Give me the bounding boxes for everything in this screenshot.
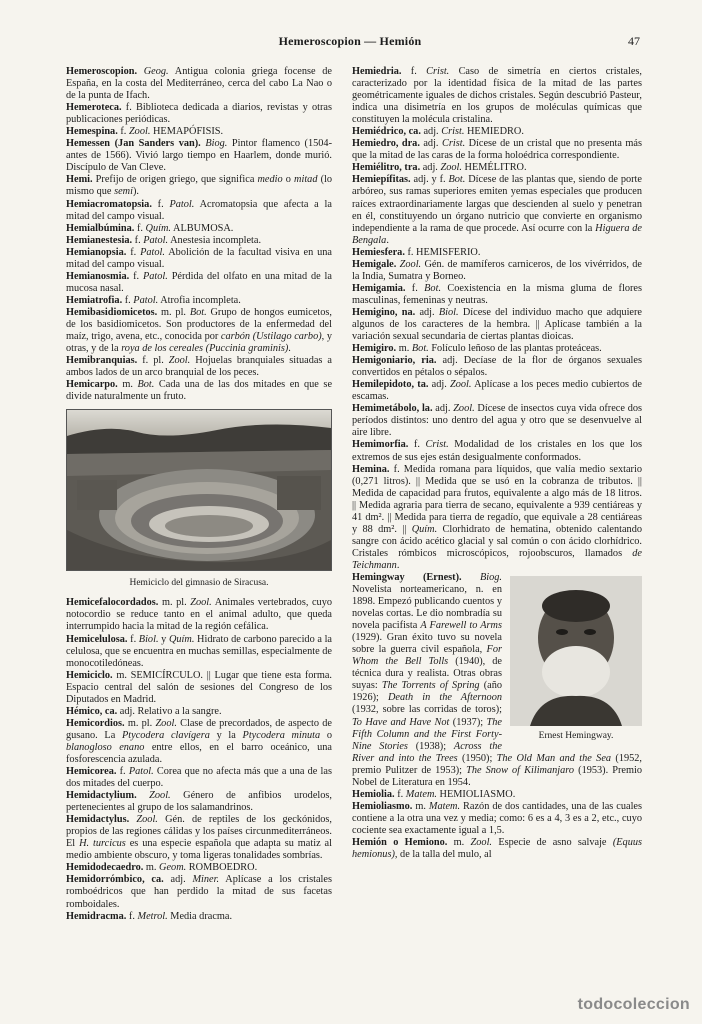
dictionary-entry: Hemioliasmo. m. Matem. Razón de dos cantidades, una de las cuales contiene a la otra una vez y media; como: 6 es a 4, 3 es a 2, etc., cuyo cociente sea exactamente igual a 1,5.: [352, 800, 643, 836]
dictionary-entry: Hemibranquias. f. pl. Zool. Hojuelas branquiales situadas a ambos lados de un arco branquial de los peces.: [66, 355, 332, 379]
dictionary-entry: Hemión o Hemiono. m. Zool. Especie de asno salvaje (Equus hemionus), de la talla del mulo, al: [352, 837, 642, 861]
page-number: 47: [628, 34, 640, 48]
watermark: todocoleccion: [577, 996, 690, 1013]
dictionary-entry: Hémico, ca. adj. Relativo a la sangre.: [66, 705, 222, 717]
running-title: Hemeroscopion — Hemión: [278, 34, 422, 48]
dictionary-entry: Hemianopsia. f. Patol. Abolición de la facultad visiva en una mitad del campo visual.: [66, 246, 332, 270]
dictionary-entry: Hemiatrofia. f. Patol. Atrofia incompleta.: [66, 294, 241, 306]
dictionary-entry: Hemigale. Zool. Gén. de mamíferos carniceros, de los vivérridos, de la India, Sumatra y Borneo.: [352, 258, 642, 282]
left-column: [66, 66, 332, 923]
photo-hemingway: [510, 576, 642, 726]
figure-hemingway: [510, 576, 642, 742]
dictionary-entry: Hemessen (Jan Sanders van). Biog. Pintor flamenco (1504-antes de 1566). Vivió largo tiempo en Haarlem, donde murió. Discípulo de Van Cleve.: [66, 138, 333, 174]
dictionary-entry: Hemiepífitas. adj. y f. Bot. Dícese de las plantas que, siendo de porte arbóreo, sus ramas superiores emiten yemas especiales que producen raíces extraordinariamente largas que descienden al suelo y penetran en él, constituyendo un órgano nutricio que convierte en organismo independiente a la rama de que procede. Así ocurre con la Higuera de Bengala.: [352, 174, 642, 246]
dictionary-entry: Hemiédrico, ca. adj. Crist. HEMIEDRO.: [352, 126, 524, 138]
entry-hemingway: Hemingway (Ernest). Biog. Novelista norteamericano, n. en 1898. Empezó publicando cuentos y novelas cortas. Le dio nombradía su novela pacifista A Farewell to Arms (1929). Gran éxito tuvo su novela sobre la guerra civil española, For Whom the Bell Tolls (1940), de técnica dura y realista. Otras obras suyas: The Torrents of Spring (año 1926); Death in the Afternoon (1932, sobre las corridas de toros); To Have and Have Not (1937); The Fifth Column and the First Forty-Nine Stories (1938); Across the River and into the Trees (1950); The Old Man and the Sea (1952, premio Pulitzer de 1953); The Snow of Kilimanjaro (1953). Premio Nobel de Literatura en 1954.: [352, 571, 643, 788]
hemicycle-illustration: [67, 410, 331, 570]
dictionary-entry: Hemespina. f. Zool. HEMAPÓFISIS.: [66, 126, 224, 138]
dictionary-entry: Hemidodecaedro. m. Geom. ROMBOEDRO.: [66, 862, 258, 874]
dictionary-entry: Hemi. Prefijo de origen griego, que significa medio o mitad (lo mismo que semi).: [66, 174, 333, 198]
dictionary-entry: Hemiedro, dra. adj. Crist. Dícese de un cristal que no presenta más que la mitad de las caras de la forma holoédrica correspondiente.: [352, 138, 643, 162]
dictionary-entry: Hemiacromatopsia. f. Patol. Acromatopsia que afecta a la mitad del campo visual.: [66, 198, 332, 222]
dictionary-entry: Hemicordios. m. pl. Zool. Clase de precordados, de aspecto de gusano. La Ptycodera clavígera y la Ptycodera minuta o blanogloso enano entre ellos, en el barro oceánico, una fosforescencia azulada.: [66, 717, 332, 765]
dictionary-entry: Hemina. f. Medida romana para líquidos, que valía medio sextario (0,271 litros). || Medida que se usó en la cobranza de tributos. || Medida de capacidad para frutos, equivalente a algo más de 18 litros. || Medida agraria para tierra de secano, equivalente a 939 centiáreas y 41 dm². || Medida para tierra de regadío, que equivale a 28 centiáreas y 88 dm². || Quím. Clorhidrato de hematina, obtenido calentando sangre con ácido acético glacial y sal común o con ácido clorhídrico. Cristales rómbicos microscópicos, rojoobscuros, llamados de Teichmann.: [352, 463, 642, 571]
figure-siracusa: [66, 409, 332, 589]
dictionary-entry: Hemigamia. f. Bot. Coexistencia en la misma gluma de flores masculinas, femeninas y neutras.: [352, 282, 642, 306]
dictionary-entry: Hemiolia. f. Matem. HEMIOLIASMO.: [352, 788, 516, 800]
hemingway-block: [352, 572, 642, 789]
dictionary-entry: Hemigiro. m. Bot. Folículo leñoso de las plantas proteáceas.: [352, 343, 602, 355]
figure-caption-hemingway: Ernest Hemingway.: [538, 730, 614, 741]
dictionary-entry: Hemialbúmina. f. Quím. ALBUMOSA.: [66, 222, 234, 234]
dictionary-entry: Hemicorea. f. Patol. Corea que no afecta más que a una de las dos mitades del cuerpo.: [66, 766, 332, 790]
dictionary-entry: Hemidracma. f. Metrol. Media dracma.: [66, 910, 233, 922]
dictionary-entry: Hemiedria. f. Crist. Caso de simetría en ciertos cristales, caracterizado por la identidad física de la mitad de las partes geométricamente iguales de dichos cristales. Según descubrió Pasteur, indica una disimetría en los grupos de moléculas químicas que constituyen la molécula cristalina.: [352, 66, 643, 126]
right-entries-after: [352, 789, 642, 861]
dictionary-entry: Hemidorrómbico, ca. adj. Miner. Aplícase a los cristales romboédricos que han perdido la mitad de sus facetas romboidales.: [66, 874, 332, 910]
dictionary-entry: Hemicarpo. m. Bot. Cada una de las dos mitades en que se divide naturalmente un fruto.: [66, 379, 333, 403]
left-entries: [66, 66, 332, 403]
hemingway-portrait: [510, 576, 642, 726]
dictionary-entry: Hemicelulosa. f. Biol. y Quím. Hidrato de carbono parecido a la celulosa, que se encuentra en muchas semillas, especialmente de monocotiledóneas.: [66, 633, 332, 669]
dictionary-entry: Hemigoniario, ria. adj. Decíase de la flor de órganos sexuales convertidos en pétalos o sépalos.: [352, 355, 642, 379]
dictionary-entry: Hemeroscopion. Geog. Antigua colonia griega focense de España, en la costa del Mediterráneo, cerca del cabo La Nao o de la punta de Ifach.: [66, 66, 332, 102]
right-entries: [352, 66, 642, 572]
left-entries-after: [66, 597, 332, 922]
dictionary-entry: Hemicefalocordados. m. pl. Zool. Animales vertebrados, cuyo notocordio se reduce tanto en el animal adulto, que queda interrumpido hacia la mitad de la región cefálica.: [66, 597, 332, 633]
dictionary-entry: Hemiesfera. f. HEMISFERIO.: [352, 246, 481, 258]
photo-hemicycle: [66, 409, 332, 571]
dictionary-entry: Hemimorfia. f. Crist. Modalidad de los cristales en los que los extremos de sus ejes están desigualmente conformados.: [352, 439, 643, 463]
dictionary-entry: Hemianosmia. f. Patol. Pérdida del olfato en una mitad de la mucosa nasal.: [66, 270, 332, 294]
dictionary-entry: Hemiciclo. m. SEMICÍRCULO. || Lugar que tiene esta forma. Espacio central del salón de sesiones del Congreso de los Diputados en Madrid.: [66, 669, 332, 705]
dictionary-entry: Hemiélitro, tra. adj. Zool. HEMÉLITRO.: [352, 162, 527, 174]
page-header: [60, 34, 640, 52]
dictionary-entry: Hemilepidoto, ta. adj. Zool. Aplícase a los peces medio cubiertos de escamas.: [352, 379, 642, 403]
right-column: [352, 66, 642, 861]
dictionary-entry: Hemimetábolo, la. adj. Zool. Dícese de insectos cuya vida ofrece dos períodos distintos: uno dentro del agua y otro que se desenvuelve al aire libre.: [352, 403, 642, 439]
dictionary-entry: Hemeroteca. f. Biblioteca dedicada a diarios, revistas y otras publicaciones periódicas.: [66, 102, 332, 126]
dictionary-entry: Hemibasidiomicetos. m. pl. Bot. Grupo de hongos eumicetos, de los basidiomicetos. Son productores de la enfermedad del maíz, trigo, avena, etc., conocida por carbón (Ustilago carbo), y otras, y de la roya de los cereales (Puccinia graminis).: [66, 306, 332, 355]
dictionary-entry: Hemigino, na. adj. Biol. Dícese del individuo macho que adquiere algunos de los caracteres de la hembra. || Aplícase también a la variación sexual secundaria de ciertas plantas dioicas.: [352, 306, 642, 343]
dictionary-entry: Hemidactylus. Zool. Gén. de reptiles de los geckónidos, propios de las regiones cálidas y los países circunmediterráneos. El H. turcicus es una especie española que adapta su matiz al medio ambiente obscuro, y toma ligeras tonalidades sombrías.: [66, 814, 332, 862]
dictionary-entry: Hemidactylium. Zool. Género de anfibios urodelos, pertenecientes al grupo de los salamandrinos.: [66, 790, 332, 814]
figure-caption-siracusa: Hemiciclo del gimnasio de Siracusa.: [129, 578, 269, 589]
dictionary-entry: Hemianestesia. f. Patol. Anestesia incompleta.: [66, 234, 262, 246]
